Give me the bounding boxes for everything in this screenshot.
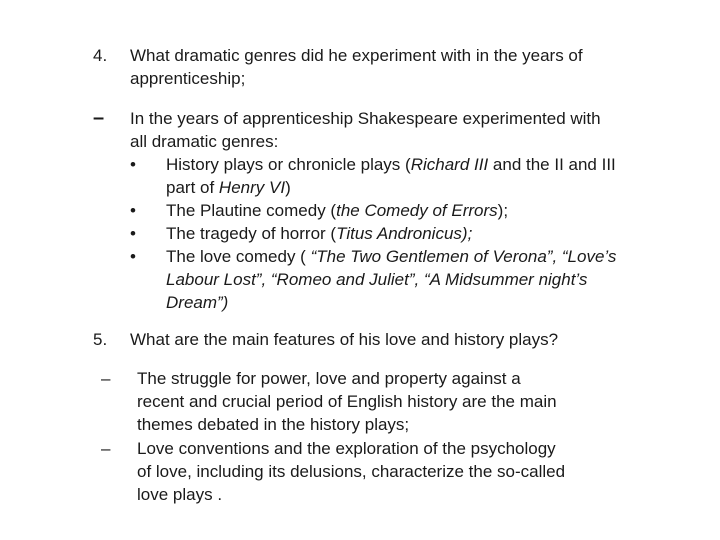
play-title: Dream”) bbox=[166, 293, 229, 312]
answer-line: of love, including its delusions, characterize the so-called bbox=[137, 462, 566, 481]
answer-5-item-1-text bbox=[137, 367, 557, 436]
play-title: Henry VI bbox=[218, 178, 286, 197]
list-item bbox=[130, 245, 690, 314]
play-title: Labour Lost”, “Romeo and Juliet”, “A Midsummer night’s bbox=[166, 270, 588, 289]
answer-4-line-1: In the years of apprenticeship Shakespeare experimented with bbox=[130, 109, 601, 128]
answer-5-item-2-text bbox=[137, 437, 565, 506]
dash-icon: – bbox=[101, 439, 111, 458]
answer-line: Love conventions and the exploration of the psychology bbox=[137, 439, 556, 458]
list-item bbox=[130, 222, 690, 245]
list-item-text: The Plautine comedy ( bbox=[166, 201, 337, 220]
answer-line: themes debated in the history plays; bbox=[137, 415, 410, 434]
question-4-line-2: apprenticeship; bbox=[130, 69, 246, 88]
bullet-icon: • bbox=[130, 247, 136, 266]
bullet-icon: • bbox=[130, 155, 136, 174]
answer-4-dash: – bbox=[93, 107, 105, 129]
answer-line: love plays . bbox=[137, 485, 223, 504]
list-item-text: part of bbox=[166, 178, 219, 197]
play-title: Titus Andronicus); bbox=[336, 224, 473, 243]
answer-line: recent and crucial period of English history are the main bbox=[137, 392, 557, 411]
list-item bbox=[130, 153, 690, 199]
question-5-text: What are the main features of his love and history plays? bbox=[130, 330, 559, 349]
answer-4-line-2: all dramatic genres: bbox=[130, 132, 279, 151]
play-title: Richard III bbox=[410, 155, 489, 174]
play-title: the Comedy of Errors bbox=[336, 201, 498, 220]
list-item-text: History plays or chronicle plays ( bbox=[166, 155, 411, 174]
question-4-number: 4. bbox=[93, 46, 108, 65]
list-item-text: and the II and III bbox=[488, 155, 616, 174]
answer-4-text bbox=[130, 107, 690, 314]
list-item bbox=[130, 199, 690, 222]
bullet-icon: • bbox=[130, 224, 136, 243]
list-item-text: ); bbox=[497, 201, 509, 220]
question-4-text bbox=[130, 44, 583, 90]
question-4-line-1: What dramatic genres did he experiment with in the years of bbox=[130, 46, 583, 65]
question-5-number: 5. bbox=[93, 330, 108, 349]
list-item-text: The tragedy of horror ( bbox=[166, 224, 337, 243]
dash-icon: – bbox=[101, 369, 111, 388]
genre-list bbox=[130, 153, 690, 314]
bullet-icon: • bbox=[130, 201, 136, 220]
answer-line: The struggle for power, love and property against a bbox=[137, 369, 521, 388]
list-item-text: ) bbox=[285, 178, 291, 197]
list-item-text: The love comedy ( bbox=[166, 247, 311, 266]
play-title: “The Two Gentlemen of Verona”, “Love’s bbox=[310, 247, 617, 266]
